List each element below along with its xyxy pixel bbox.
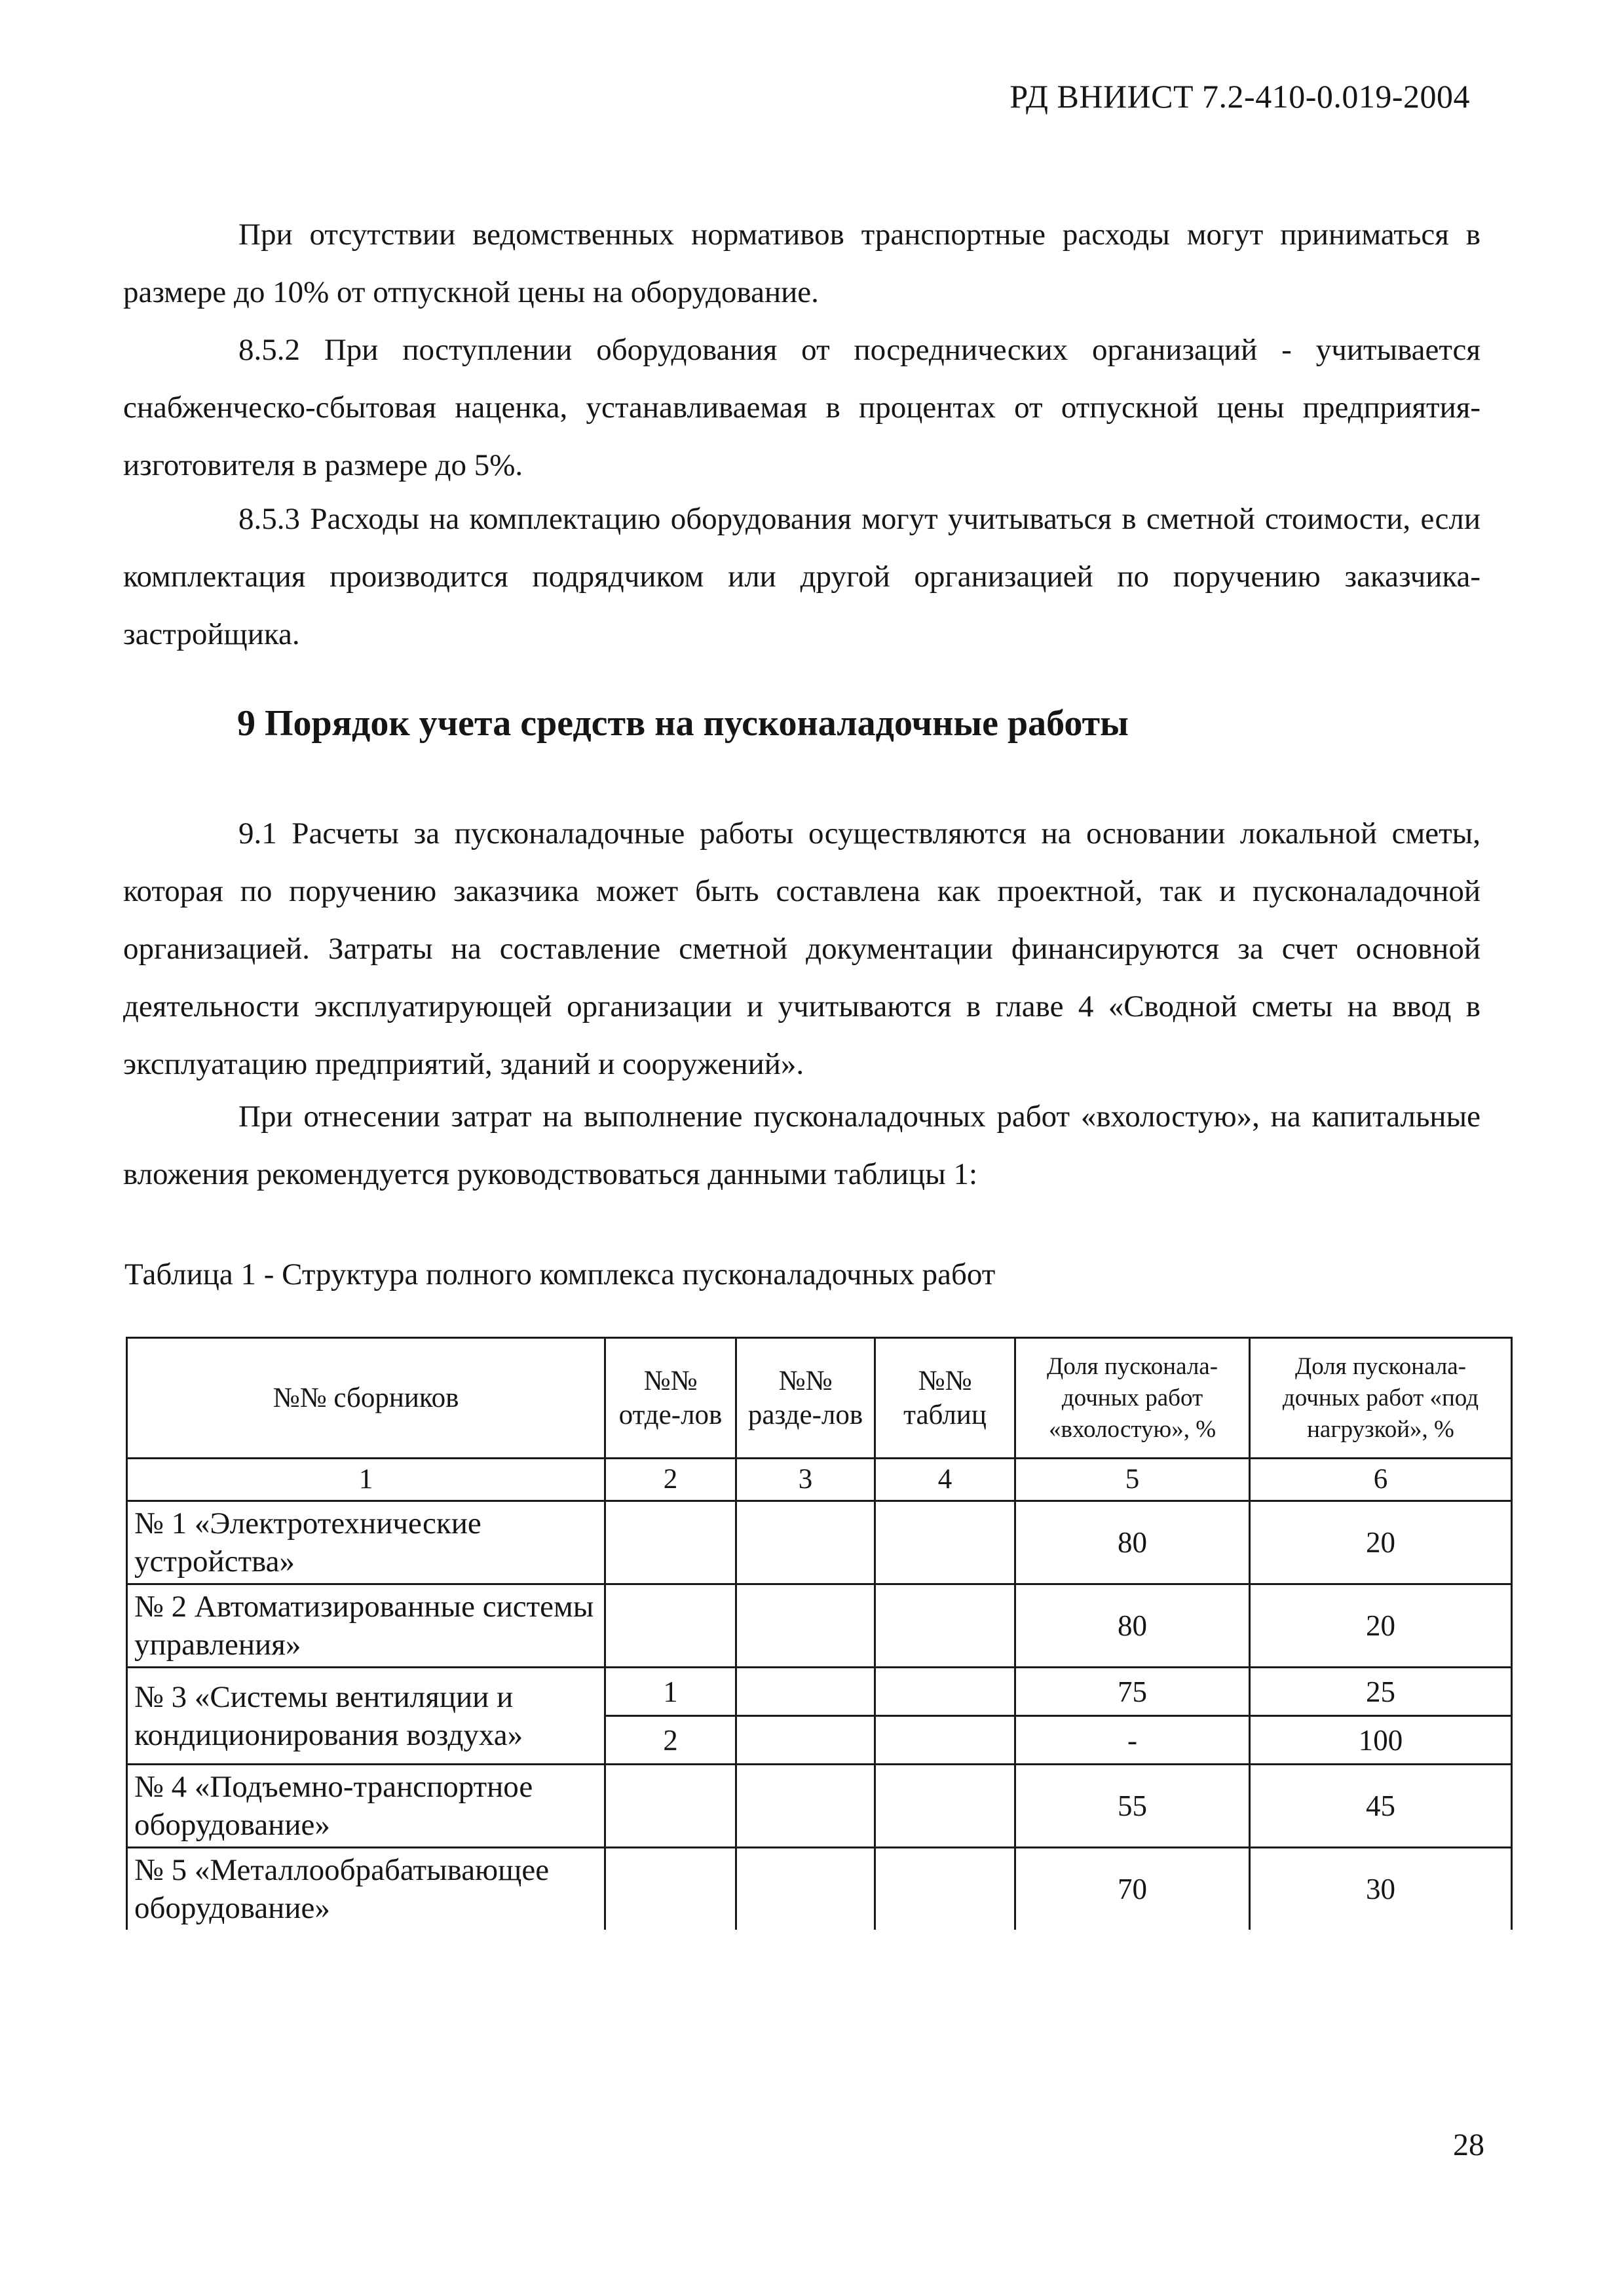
table-number-cell <box>875 1584 1015 1668</box>
commissioning-structure-table <box>126 1337 1513 1930</box>
header-idle-share: Доля пусконала-дочных работ «вхолостую», % <box>1015 1338 1250 1459</box>
load-share-value: 20 <box>1250 1501 1512 1584</box>
header-departments: №№ отде-лов <box>605 1338 736 1459</box>
section-cell <box>736 1584 875 1668</box>
header-load-share: Доля пусконала-дочных работ «под нагрузкой», % <box>1250 1338 1512 1459</box>
section-cell <box>736 1765 875 1848</box>
department-cell: 2 <box>605 1716 736 1765</box>
table-number-cell <box>875 1501 1015 1584</box>
collection-name: № 3 «Системы вентиляции и кондиционирования воздуха» <box>127 1668 605 1765</box>
column-number-row <box>127 1459 1512 1501</box>
load-share-value: 100 <box>1250 1716 1512 1765</box>
table-caption: Таблица 1 - Структура полного комплекса пусконаладочных работ <box>124 1257 996 1292</box>
paragraph-8-5-2: 8.5.2 При поступлении оборудования от посреднических организаций - учитывается снабженческо-сбытовая наценка, устанавливаемая в процентах от отпускной цены предприятия-изготовителя в размере до 5%. <box>123 333 1481 482</box>
table-header-row <box>127 1338 1512 1459</box>
column-number: 4 <box>875 1459 1015 1501</box>
table-row <box>127 1668 1512 1716</box>
section-cell <box>736 1501 875 1584</box>
load-share-value: 30 <box>1250 1848 1512 1930</box>
header-collections: №№ сборников <box>127 1338 605 1459</box>
collection-name: № 2 Автоматизированные системы управления» <box>127 1584 605 1668</box>
idle-share-value: - <box>1015 1716 1250 1765</box>
section-cell <box>736 1716 875 1765</box>
department-cell <box>605 1848 736 1930</box>
paragraph-transport-costs: При отсутствии ведомственных нормативов транспортные расходы могут приниматься в размере до 10% от отпускной цены на оборудование. <box>123 218 1481 309</box>
table-row <box>127 1765 1512 1848</box>
department-cell <box>605 1584 736 1668</box>
department-cell <box>605 1765 736 1848</box>
section-heading: 9 Порядок учета средств на пусконаладочные работы <box>237 703 1129 744</box>
table-number-cell <box>875 1716 1015 1765</box>
column-number: 2 <box>605 1459 736 1501</box>
load-share-value: 25 <box>1250 1668 1512 1716</box>
section-cell <box>736 1848 875 1930</box>
header-tables: №№ таблиц <box>875 1338 1015 1459</box>
idle-share-value: 80 <box>1015 1584 1250 1668</box>
table-number-cell <box>875 1765 1015 1848</box>
paragraph-9-1: 9.1 Расчеты за пусконаладочные работы осуществляются на основании локальной сметы, которая по поручению заказчика может быть составлена как проектной, так и пусконаладочной организацией. Затраты на составление сметной документации финансируются за счет основной деятельности эксплуатирующей организации и учитываются в главе 4 «Сводной сметы на ввод в эксплуатацию предприятий, зданий и сооружений». <box>123 816 1481 1081</box>
idle-share-value: 70 <box>1015 1848 1250 1930</box>
table-row <box>127 1501 1512 1584</box>
column-number: 1 <box>127 1459 605 1501</box>
column-number: 6 <box>1250 1459 1512 1501</box>
idle-share-value: 75 <box>1015 1668 1250 1716</box>
idle-share-value: 55 <box>1015 1765 1250 1848</box>
section-cell <box>736 1668 875 1716</box>
document-code: РД ВНИИСТ 7.2-410-0.019-2004 <box>1009 78 1470 115</box>
idle-share-value: 80 <box>1015 1501 1250 1584</box>
load-share-value: 45 <box>1250 1765 1512 1848</box>
collection-name: № 4 «Подъемно-транспортное оборудование» <box>127 1765 605 1848</box>
table-row <box>127 1848 1512 1930</box>
page-number: 28 <box>1453 2128 1484 2162</box>
collection-name: № 1 «Электротехнические устройства» <box>127 1501 605 1584</box>
table-number-cell <box>875 1848 1015 1930</box>
collection-name: № 5 «Металлообрабатывающее оборудование» <box>127 1848 605 1930</box>
load-share-value: 20 <box>1250 1584 1512 1668</box>
department-cell <box>605 1501 736 1584</box>
table-row <box>127 1584 1512 1668</box>
column-number: 5 <box>1015 1459 1250 1501</box>
paragraph-idle-costs: При отнесении затрат на выполнение пусконаладочных работ «вхолостую», на капитальные вложения рекомендуется руководствоваться данными таблицы 1: <box>123 1100 1481 1191</box>
column-number: 3 <box>736 1459 875 1501</box>
table-number-cell <box>875 1668 1015 1716</box>
paragraph-8-5-3: 8.5.3 Расходы на комплектацию оборудования могут учитываться в сметной стоимости, если комплектация производится подрядчиком или другой организацией по поручению заказчика-застройщика. <box>123 502 1481 651</box>
header-sections: №№ разде-лов <box>736 1338 875 1459</box>
department-cell: 1 <box>605 1668 736 1716</box>
